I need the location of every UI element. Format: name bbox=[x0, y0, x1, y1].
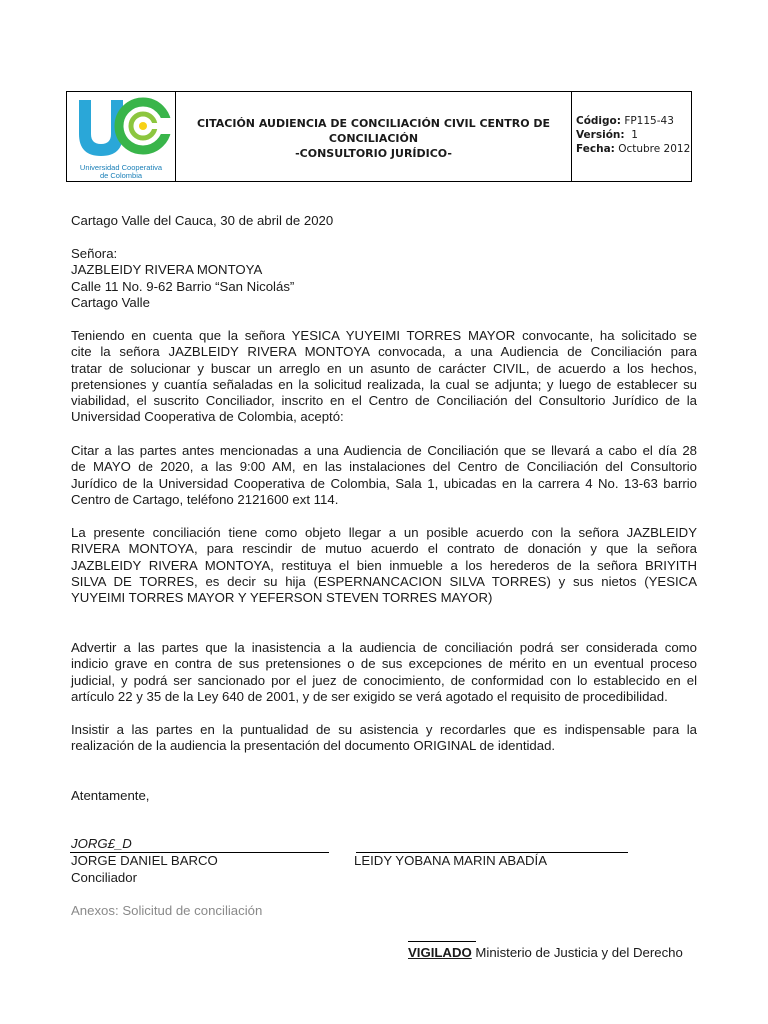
signer-2-name: LEIDY YOBANA MARIN ABADÍA bbox=[354, 853, 548, 868]
paragraph-3-line: La presente conciliación tiene como objeto llegar a un posible acuerdo con la señora JAZBLEIDY bbox=[71, 525, 697, 540]
meta-cell bbox=[572, 92, 691, 181]
paragraph-1-line: pretensiones y cuantía señaladas en la solicitud realizada, la cual se adjunta; y luego de establecer su bbox=[71, 376, 697, 392]
logo-caption-line-2: de Colombia bbox=[99, 171, 143, 180]
paragraph-2-line: de MAYO de 2020, a las 9:00 AM, en las instalaciones del Centro de Conciliación del Consultorio bbox=[71, 459, 697, 475]
fecha-row bbox=[576, 142, 691, 156]
university-logo bbox=[71, 96, 171, 162]
paragraph-2-line: Jurídico de la Universidad Cooperativa de Colombia, Sala 1, ubicadas en la carrera 4 No. 13-63 barrio bbox=[71, 475, 697, 491]
handwritten-signature: JORG£_D bbox=[71, 836, 132, 851]
paragraph-4-line: judicial, y podrá ser sancionado por el juez de conocimiento, de conformidad con lo establecido en el bbox=[71, 672, 697, 688]
paragraph-1-line: Universidad Cooperativa de Colombia, aceptó: bbox=[71, 409, 344, 425]
codigo-row bbox=[576, 114, 691, 128]
codigo-label: Código: bbox=[576, 115, 621, 127]
vigilado-footer bbox=[408, 945, 683, 961]
ministry-name: Ministerio de Justicia y del Derecho bbox=[471, 945, 683, 960]
signer-1-role: Conciliador bbox=[71, 870, 137, 885]
signer-1-name: JORGE DANIEL BARCO bbox=[71, 853, 218, 868]
paragraph-1-line: cite la señora JAZBLEIDY RIVERA MONTOYA convocada, a una Audiencia de Conciliación para bbox=[71, 344, 697, 360]
paragraph-1-line: viabilidad, el suscrito Conciliador, inscrito en el Centro de Conciliación del Consultorio Jurídico de la bbox=[71, 393, 697, 409]
paragraph-4 bbox=[71, 640, 697, 705]
paragraph-2 bbox=[71, 443, 697, 508]
vigilado-label: VIGILADO bbox=[408, 945, 472, 960]
paragraph-4-line: Advertir a las partes que la inasistencia a la audiencia de conciliación podrá ser considerada como bbox=[71, 640, 697, 655]
logo-cell bbox=[67, 92, 176, 181]
logo-caption-line-1: Universidad Cooperativa bbox=[79, 163, 163, 172]
paragraph-4-line: artículo 22 y 35 de la Ley 640 de 2001, y de ser exigido se verá agotado el requisito de procedibilidad. bbox=[71, 688, 668, 704]
logo-caption bbox=[67, 164, 175, 180]
version-label: Versión: bbox=[576, 129, 625, 141]
version-row bbox=[576, 128, 691, 142]
paragraph-5 bbox=[71, 722, 697, 755]
paragraph-3-line: JAZBLEIDY RIVERA MONTOYA, restituya el bien inmueble a los herederos de la señora BRIYITH bbox=[71, 557, 697, 573]
paragraph-5-line: Insistir a las partes en la puntualidad de su asistencia y recordarles que es indispensable para la bbox=[71, 722, 697, 737]
closing: Atentamente, bbox=[71, 788, 150, 803]
version-value: 1 bbox=[631, 129, 638, 141]
vigilado-overline bbox=[408, 941, 476, 942]
paragraph-1-line: tratar de solucionar y buscar un arreglo en un asunto de carácter CIVIL, de acuerdo a los hechos, bbox=[71, 360, 697, 376]
annex-note: Anexos: Solicitud de conciliación bbox=[71, 903, 263, 918]
recipient-address: Calle 11 No. 9-62 Barrio “San Nicolás” bbox=[71, 279, 295, 294]
salutation: Señora: bbox=[71, 246, 118, 261]
paragraph-3-line: SILVA DE TORRES, es decir su hija (ESPERNANCACION SILVA TORRES) y sus nietos (YESICA bbox=[71, 573, 697, 589]
paragraph-3-line: YUYEIMI TORRES MAYOR Y YEFERSON STEVEN TORRES MAYOR) bbox=[71, 590, 493, 606]
document-title-line-1: CITACIÓN AUDIENCIA DE CONCILIACIÓN CIVIL CENTRO DE bbox=[196, 117, 551, 130]
place-date: Cartago Valle del Cauca, 30 de abril de 2020 bbox=[71, 213, 334, 228]
paragraph-3 bbox=[71, 525, 697, 606]
fecha-label: Fecha: bbox=[576, 143, 615, 155]
paragraph-1-line: Teniendo en cuenta que la señora YESICA YUYEIMI TORRES MAYOR convocante, ha solicitado se bbox=[71, 328, 697, 343]
codigo-value: FP115-43 bbox=[624, 115, 674, 127]
recipient-name: JAZBLEIDY RIVERA MONTOYA bbox=[71, 262, 263, 277]
fecha-value: Octubre 2012 bbox=[618, 143, 691, 155]
paragraph-2-line: Centro de Cartago, teléfono 2121600 ext 114. bbox=[71, 491, 339, 507]
paragraph-4-line: indicio grave en contra de sus pretensiones o de sus excepciones de mérito en un eventual proceso bbox=[71, 656, 697, 672]
recipient-city: Cartago Valle bbox=[71, 295, 150, 310]
paragraph-3-line: RIVERA MONTOYA, para rescindir de mutuo acuerdo el contrato de donación y que la señora bbox=[71, 541, 697, 557]
paragraph-2-line: Citar a las partes antes mencionadas a una Audiencia de Conciliación que se llevará a cabo el día 28 bbox=[71, 443, 697, 458]
title-cell bbox=[176, 92, 572, 181]
document-header bbox=[66, 91, 692, 182]
paragraph-1 bbox=[71, 328, 697, 426]
document-title-line-3: -CONSULTORIO JURÍDICO- bbox=[295, 147, 452, 160]
document-title-line-2: CONCILIACIÓN bbox=[328, 132, 419, 145]
paragraph-5-line: realización de la audiencia la presentación del documento ORIGINAL de identidad. bbox=[71, 738, 556, 754]
